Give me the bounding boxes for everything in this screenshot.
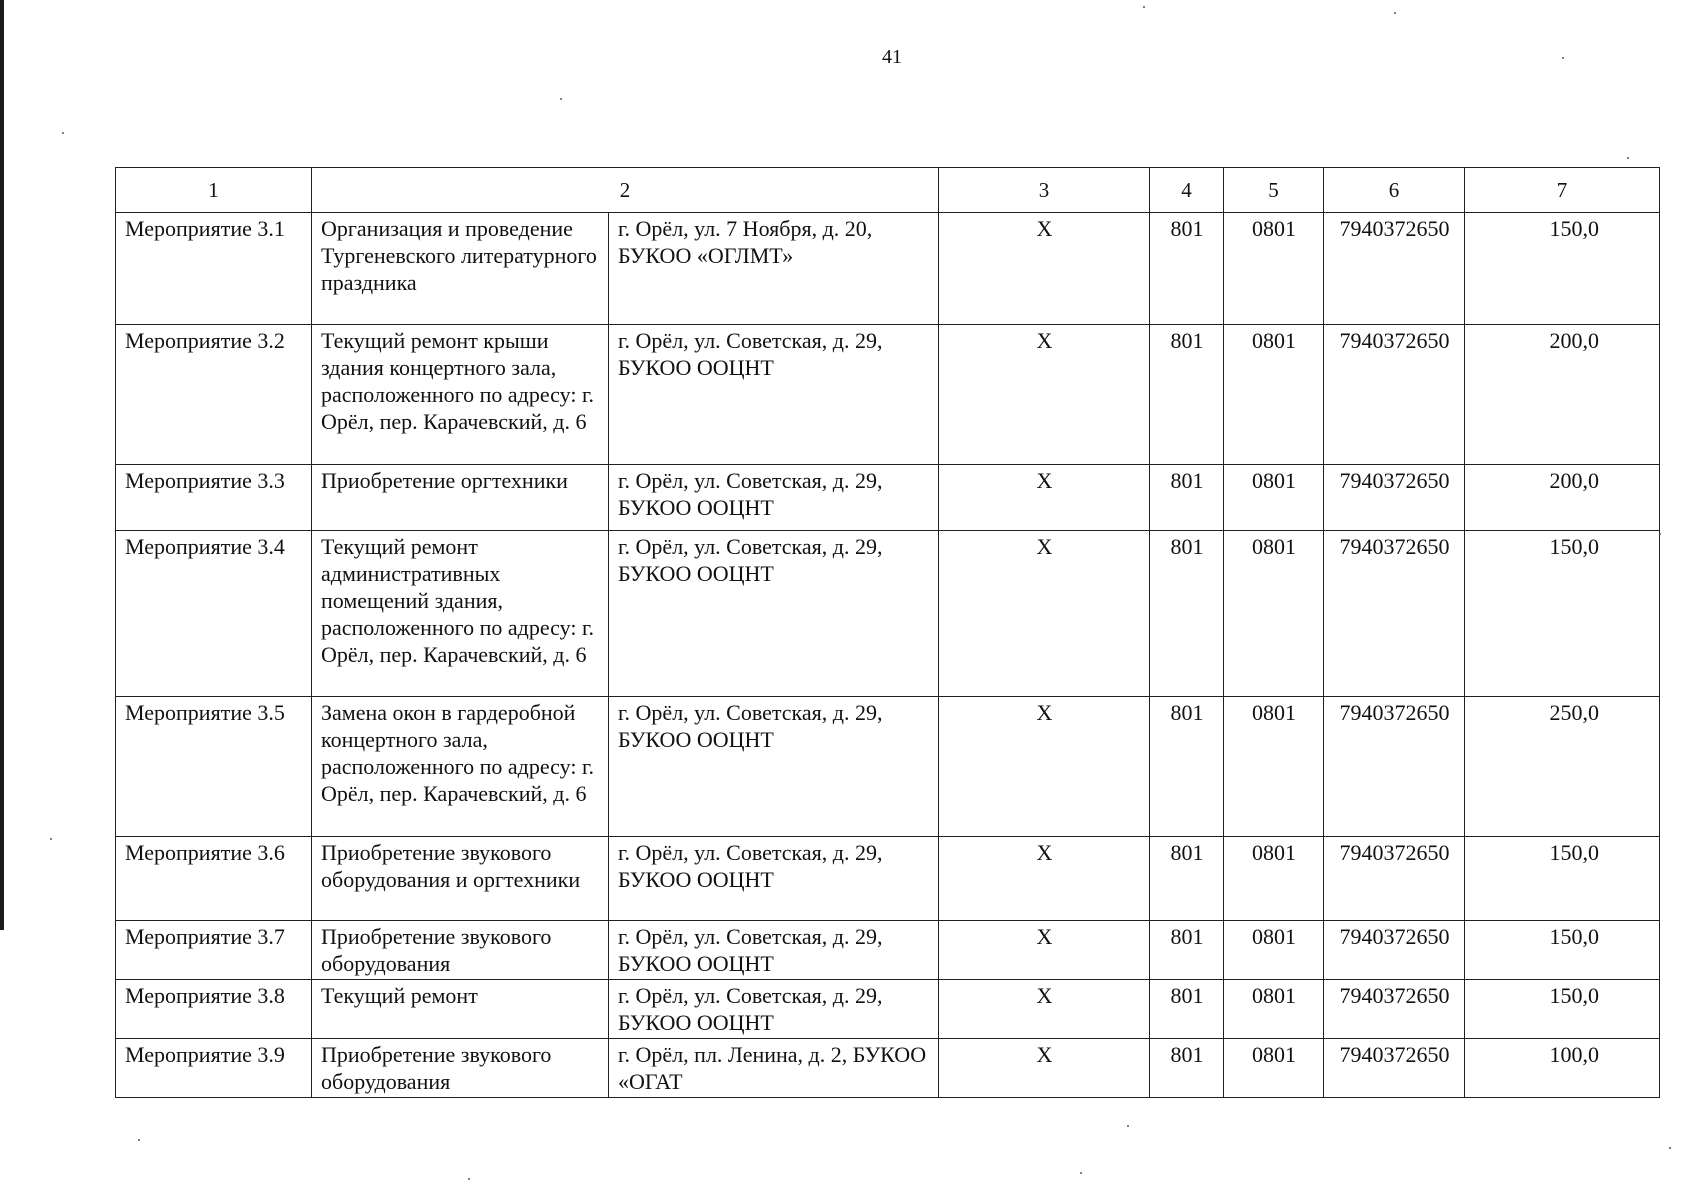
scan-speck (1562, 57, 1564, 59)
table-row (116, 921, 1660, 980)
activity-name: Мероприятие 3.3 (116, 465, 312, 531)
col6-value: 7940372650 (1324, 531, 1465, 697)
table-row (116, 697, 1660, 837)
col4-value: 801 (1150, 213, 1224, 325)
col5-value: 0801 (1224, 837, 1324, 921)
activity-description: Приобретение звукового оборудования и оргтехники (312, 837, 609, 921)
activity-location: г. Орёл, ул. Советская, д. 29, БУКОО ООЦНТ (609, 980, 939, 1039)
col3-value: Х (939, 465, 1150, 531)
activity-description: Приобретение звукового оборудования (312, 1039, 609, 1098)
col5-value: 0801 (1224, 1039, 1324, 1098)
activity-location: г. Орёл, ул. Советская, д. 29, БУКОО ООЦНТ (609, 465, 939, 531)
activity-location: г. Орёл, ул. Советская, д. 29, БУКОО ООЦНТ (609, 697, 939, 837)
col5-value: 0801 (1224, 921, 1324, 980)
table-header-row (116, 168, 1660, 213)
scan-speck (1127, 1125, 1129, 1127)
activity-name: Мероприятие 3.9 (116, 1039, 312, 1098)
table-row (116, 325, 1660, 465)
table-body (116, 213, 1660, 1098)
col3-value: Х (939, 697, 1150, 837)
activities-table (115, 167, 1660, 1098)
col3-value: Х (939, 325, 1150, 465)
col3-value: Х (939, 1039, 1150, 1098)
activity-description: Приобретение оргтехники (312, 465, 609, 531)
col4-value: 801 (1150, 325, 1224, 465)
scan-speck (560, 98, 562, 100)
scan-speck (50, 838, 52, 840)
col4-value: 801 (1150, 837, 1224, 921)
activity-location: г. Орёл, ул. Советская, д. 29, БУКОО ООЦНТ (609, 531, 939, 697)
amount-value: 100,0 (1465, 1039, 1660, 1098)
amount-value: 150,0 (1465, 837, 1660, 921)
scan-speck (1143, 6, 1145, 8)
activity-location: г. Орёл, ул. Советская, д. 29, БУКОО ООЦНТ (609, 837, 939, 921)
amount-value: 250,0 (1465, 697, 1660, 837)
scan-speck (1394, 12, 1396, 14)
col3-value: Х (939, 921, 1150, 980)
activity-location: г. Орёл, ул. Советская, д. 29, БУКОО ООЦНТ (609, 921, 939, 980)
scan-speck (1080, 1172, 1082, 1174)
amount-value: 150,0 (1465, 980, 1660, 1039)
header-cell-6: 6 (1324, 168, 1465, 213)
activity-name: Мероприятие 3.7 (116, 921, 312, 980)
table-row (116, 531, 1660, 697)
header-cell-2: 2 (312, 168, 939, 213)
header-cell-5: 5 (1224, 168, 1324, 213)
activity-description: Текущий ремонт крыши здания концертного зала, расположенного по адресу: г. Орёл, пер. Карачевский, д. 6 (312, 325, 609, 465)
scan-speck (468, 1178, 470, 1180)
col4-value: 801 (1150, 531, 1224, 697)
scan-edge (0, 0, 4, 930)
activity-description: Текущий ремонт административных помещений здания, расположенного по адресу: г. Орёл, пер. Карачевский, д. 6 (312, 531, 609, 697)
col3-value: Х (939, 980, 1150, 1039)
activity-name: Мероприятие 3.1 (116, 213, 312, 325)
scan-speck (1669, 1147, 1671, 1149)
col4-value: 801 (1150, 1039, 1224, 1098)
col6-value: 7940372650 (1324, 213, 1465, 325)
col6-value: 7940372650 (1324, 697, 1465, 837)
col4-value: 801 (1150, 465, 1224, 531)
col4-value: 801 (1150, 921, 1224, 980)
table-row (116, 980, 1660, 1039)
header-cell-7: 7 (1465, 168, 1660, 213)
col6-value: 7940372650 (1324, 980, 1465, 1039)
amount-value: 200,0 (1465, 325, 1660, 465)
col6-value: 7940372650 (1324, 465, 1465, 531)
col5-value: 0801 (1224, 697, 1324, 837)
scan-speck (62, 132, 64, 134)
activity-name: Мероприятие 3.5 (116, 697, 312, 837)
table-row (116, 213, 1660, 325)
col4-value: 801 (1150, 697, 1224, 837)
header-cell-4: 4 (1150, 168, 1224, 213)
col6-value: 7940372650 (1324, 325, 1465, 465)
table-row (116, 1039, 1660, 1098)
col6-value: 7940372650 (1324, 921, 1465, 980)
page-number: 41 (882, 46, 902, 68)
activity-name: Мероприятие 3.2 (116, 325, 312, 465)
col5-value: 0801 (1224, 980, 1324, 1039)
activity-name: Мероприятие 3.4 (116, 531, 312, 697)
activity-location: г. Орёл, ул. 7 Ноября, д. 20, БУКОО «ОГЛМТ» (609, 213, 939, 325)
col6-value: 7940372650 (1324, 1039, 1465, 1098)
scan-speck (1627, 157, 1629, 159)
col3-value: Х (939, 213, 1150, 325)
activity-location: г. Орёл, ул. Советская, д. 29, БУКОО ООЦНТ (609, 325, 939, 465)
col6-value: 7940372650 (1324, 837, 1465, 921)
table-row (116, 465, 1660, 531)
amount-value: 150,0 (1465, 531, 1660, 697)
scan-speck (1659, 533, 1661, 535)
col5-value: 0801 (1224, 465, 1324, 531)
activity-location: г. Орёл, пл. Ленина, д. 2, БУКОО «ОГАТ (609, 1039, 939, 1098)
col5-value: 0801 (1224, 531, 1324, 697)
col4-value: 801 (1150, 980, 1224, 1039)
scan-speck (138, 1139, 140, 1141)
activity-description: Текущий ремонт (312, 980, 609, 1039)
amount-value: 150,0 (1465, 921, 1660, 980)
activity-description: Замена окон в гардеробной концертного зала, расположенного по адресу: г. Орёл, пер. Карачевский, д. 6 (312, 697, 609, 837)
header-cell-3: 3 (939, 168, 1150, 213)
activity-name: Мероприятие 3.6 (116, 837, 312, 921)
col3-value: Х (939, 837, 1150, 921)
activity-description: Приобретение звукового оборудования (312, 921, 609, 980)
col5-value: 0801 (1224, 213, 1324, 325)
amount-value: 200,0 (1465, 465, 1660, 531)
col3-value: Х (939, 531, 1150, 697)
activity-description: Организация и проведение Тургеневского литературного праздника (312, 213, 609, 325)
activity-name: Мероприятие 3.8 (116, 980, 312, 1039)
table-row (116, 837, 1660, 921)
header-cell-1: 1 (116, 168, 312, 213)
amount-value: 150,0 (1465, 213, 1660, 325)
col5-value: 0801 (1224, 325, 1324, 465)
